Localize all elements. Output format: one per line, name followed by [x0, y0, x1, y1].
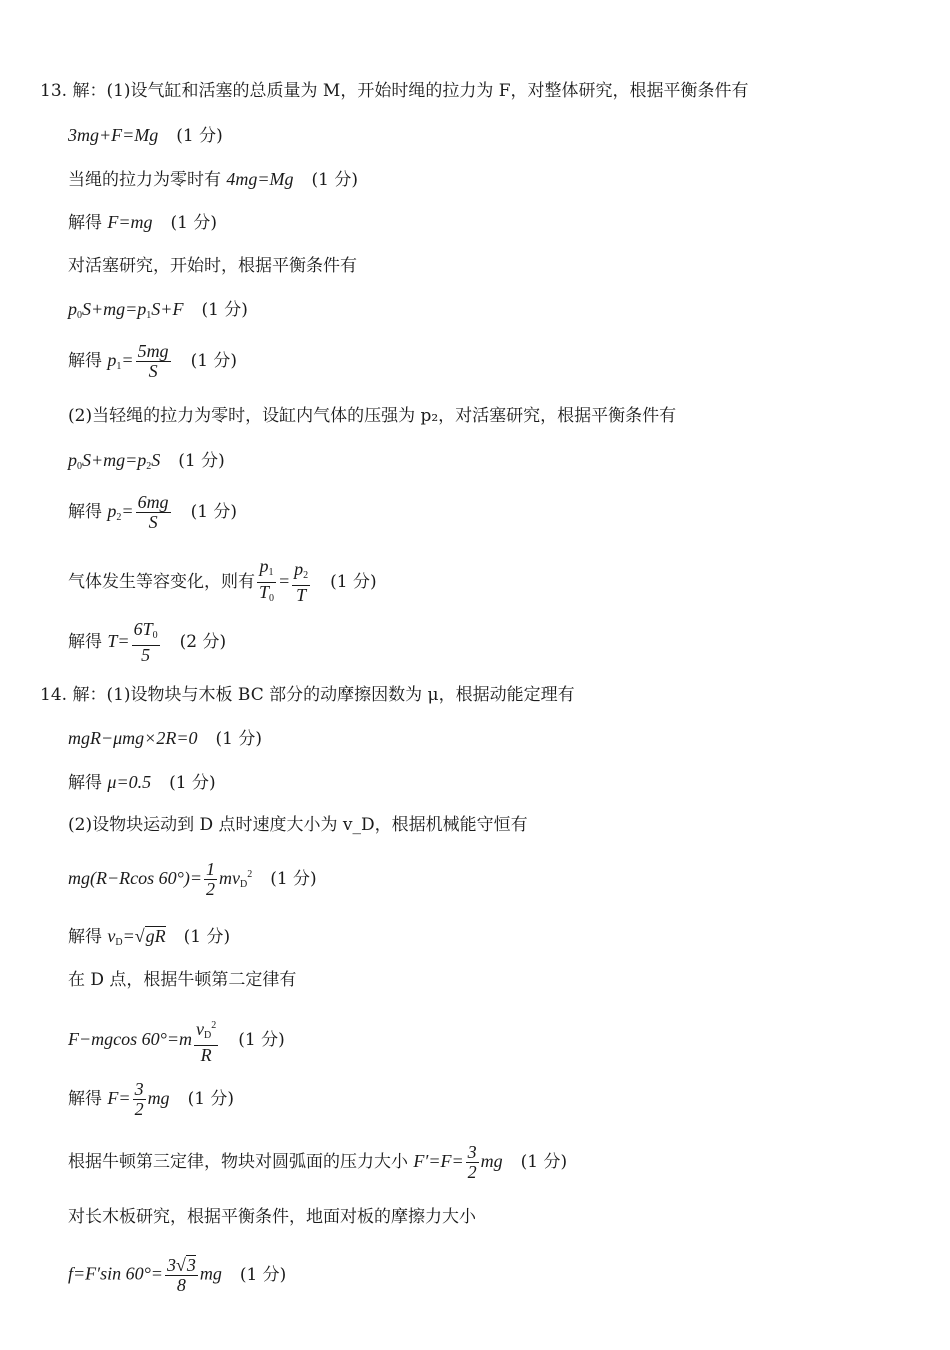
fraction: $\frac{6mg}{S}$: [137, 492, 169, 532]
q14-part2-text: (2)设物块运动到 D 点时速度大小为 v_D，根据机械能守恒有: [68, 815, 528, 835]
text: 解得: [68, 502, 102, 522]
text: 解得: [68, 351, 102, 371]
score: (1 分): [311, 170, 359, 190]
score: (1 分): [190, 351, 238, 371]
equation: mgR−μmg×2R=0: [68, 728, 198, 748]
q13-eq-4: [68, 449, 225, 478]
fraction: $\frac{v_D^2}{R}$: [194, 1016, 218, 1065]
equation: $p_1=$: [107, 350, 134, 372]
score: (1 分): [239, 1264, 287, 1285]
score: (2 分): [179, 632, 227, 652]
equation: 4mg=Mg: [226, 169, 294, 189]
q13-eq-2: [68, 168, 358, 191]
equation: $p_2=$: [107, 501, 134, 523]
equation: mg(R−Rcos 60°)=: [68, 868, 202, 888]
fraction: $\frac{3}{2}$: [467, 1142, 477, 1182]
text: 解得: [68, 1089, 102, 1109]
fraction: $\frac{3√3}{8}$: [166, 1255, 196, 1295]
equation: 3mg+F=Mg: [68, 125, 159, 145]
q14-result-vD: 解得 $v_D=√gR$ (1 分): [68, 926, 231, 948]
q14-result-mu: [68, 771, 216, 794]
q14-eq-energy: mg(R−Rcos 60°)= $\frac{1}{2}$ $mv_D^2$ (1 分): [68, 859, 317, 899]
text: 根据牛顿第三定律，物块对圆弧面的压力大小: [68, 1152, 408, 1172]
score: (1 分): [330, 572, 377, 592]
text: 解得: [68, 773, 102, 793]
q14-result-F: 解得 F= $\frac{3}{2}$ mg (1 分): [68, 1079, 235, 1119]
fraction: $\frac{5mg}{S}$: [137, 341, 169, 381]
score: (1 分): [176, 126, 223, 146]
text: 当绳的拉力为零时有: [68, 170, 221, 190]
fraction: $\frac{6T_0}{5}$: [133, 619, 158, 665]
q13-eq-1: [68, 124, 223, 147]
score: (1 分): [170, 213, 218, 233]
q14-eq-1: [68, 727, 262, 750]
equation: F=mg: [107, 212, 153, 232]
text: 解得: [68, 927, 102, 947]
q13-part2-text: (2)当轻绳的拉力为零时，设缸内气体的压强为 p₂，对活塞研究，根据平衡条件有: [68, 406, 677, 426]
q13-result-p1: [68, 342, 237, 381]
score: (1 分): [178, 451, 225, 471]
q13-heading: 13. 解：(1)设气缸和活塞的总质量为 M，开始时绳的拉力为 F，对整体研究，根据平衡条件有: [40, 81, 749, 101]
equation: $p_0S+mg=p_2S$: [68, 450, 161, 472]
equation: F−mgcos 60°=m: [68, 1029, 192, 1049]
q13-result-F: [68, 211, 217, 234]
score: (1 分): [169, 773, 216, 793]
score: (1 分): [270, 869, 317, 889]
fraction: $\frac{3}{2}$: [134, 1079, 144, 1119]
text: 气体发生等容变化，则有: [68, 572, 255, 592]
score: (1 分): [520, 1152, 568, 1172]
score: (1 分): [187, 1089, 235, 1109]
q13-eq-3: [68, 298, 248, 327]
q14-newton3: 根据牛顿第三定律，物块对圆弧面的压力大小 F′=F= $\frac{3}{2}$ mg (1 分): [68, 1142, 568, 1182]
fraction: $\frac{p_1}{T_0}$: [259, 556, 275, 604]
equation: μ=0.5: [107, 772, 152, 792]
q13-piston-text: 对活塞研究，开始时，根据平衡条件有: [68, 256, 357, 276]
score: (1 分): [238, 1030, 285, 1050]
text: 解得: [68, 632, 102, 652]
score: (1 分): [215, 729, 262, 749]
q13-result-T: 解得 T= $\frac{6T_0}{5}$ (2 分): [68, 619, 227, 665]
q14-eq-newton2: [68, 1016, 285, 1065]
q14-newton2-text: 在 D 点，根据牛顿第二定律有: [68, 970, 297, 990]
q14-result-f: f=F′sin 60°= $\frac{3√3}{8}$ mg (1 分): [68, 1255, 287, 1295]
fraction: $\frac{1}{2}$: [205, 859, 215, 899]
text: 解得: [68, 213, 102, 233]
score: (1 分): [190, 502, 238, 522]
q14-heading: 14. 解：(1)设物块与木板 BC 部分的动摩擦因数为 μ，根据动能定理有: [40, 685, 575, 705]
score: (1 分): [201, 300, 248, 320]
fraction: $\frac{p_2}{T}$: [294, 559, 309, 605]
q13-isochoric: 气体发生等容变化，则有 $\frac{p_1}{T_0}$ = $\frac{p_2}{T}$ (1 分): [68, 557, 377, 608]
q13-result-p2: [68, 493, 237, 532]
q14-board-text: 对长木板研究，根据平衡条件，地面对板的摩擦力大小: [68, 1207, 476, 1227]
score: (1 分): [183, 927, 231, 947]
equation: $p_0S+mg=p_1S+F$: [68, 299, 184, 321]
